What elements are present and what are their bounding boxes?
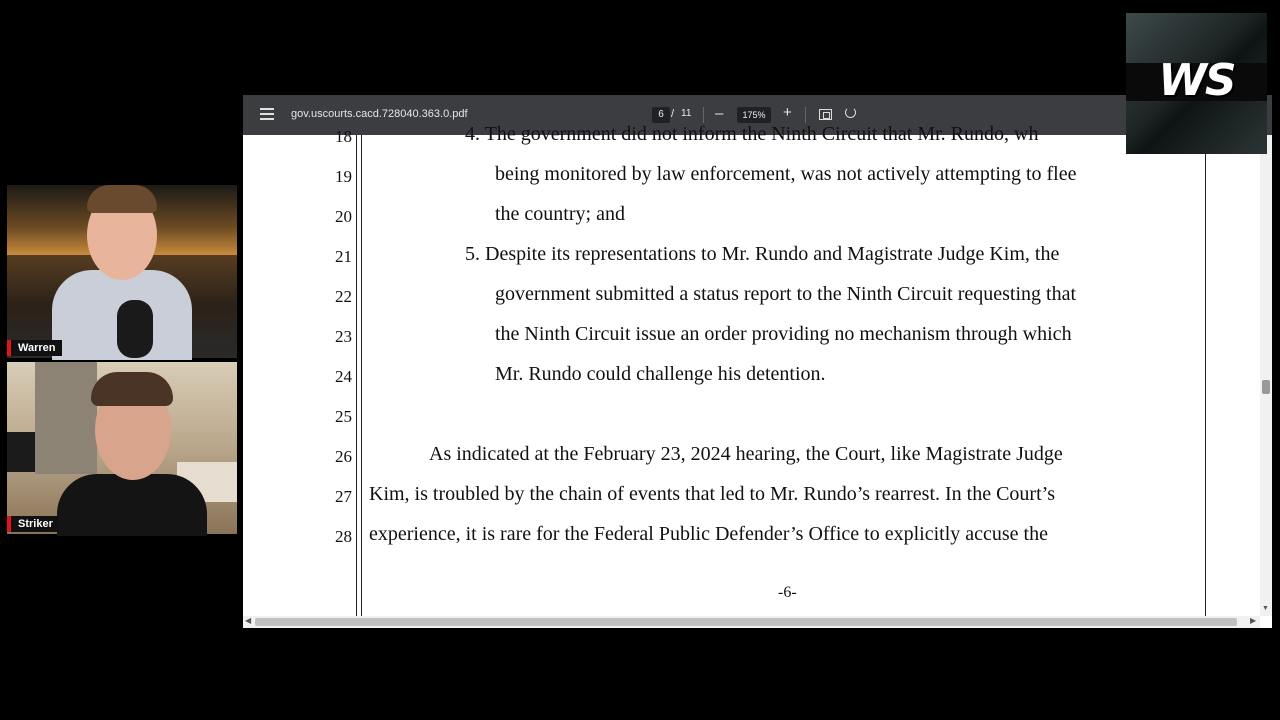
document-title: gov.uscourts.cacd.728040.363.0.pdf: [291, 108, 468, 120]
menu-icon[interactable]: [260, 108, 274, 122]
horizontal-scroll-thumb[interactable]: [255, 618, 1237, 626]
total-pages: 11: [681, 108, 692, 119]
name-tag-striker: Striker: [7, 516, 59, 532]
page-separator: /: [671, 108, 675, 120]
person-torso: [57, 474, 207, 536]
document-line: being monitored by law enforcement, was not actively attempting to flee: [495, 163, 1077, 185]
name-tag-warren: Warren: [7, 340, 62, 356]
logo-text: WS: [1158, 55, 1235, 106]
vertical-scrollbar[interactable]: [1260, 135, 1272, 616]
pdf-viewer: [243, 95, 1272, 628]
zoom-in-button[interactable]: +: [783, 104, 792, 121]
line-number: 28: [335, 527, 352, 546]
line-number: 24: [335, 367, 352, 386]
fit-page-icon[interactable]: [819, 109, 832, 120]
document-line: government submitted a status report to the Ninth Circuit requesting that: [495, 283, 1076, 305]
document-line: 4. The government did not inform the Ninth Circuit that Mr. Rundo, wh: [465, 123, 1039, 145]
document-line: the Ninth Circuit issue an order providing no mechanism through which: [495, 323, 1072, 345]
channel-logo: [1126, 13, 1267, 154]
document-line: Kim, is troubled by the chain of events that led to Mr. Rundo’s rearrest. In the Court’s: [369, 483, 1055, 505]
webcam-warren: [7, 185, 237, 358]
line-number: 27: [335, 487, 352, 506]
rotate-icon[interactable]: [845, 107, 856, 118]
document-line: 5. Despite its representations to Mr. Rundo and Magistrate Judge Kim, the: [465, 243, 1060, 265]
document-line: Mr. Rundo could challenge his detention.: [495, 363, 826, 385]
line-number: 22: [335, 287, 352, 306]
document-line: As indicated at the February 23, 2024 hearing, the Court, like Magistrate Judge: [429, 443, 1063, 465]
line-number: 18: [335, 127, 352, 146]
scroll-down-arrow-icon[interactable]: ▼: [1262, 605, 1269, 612]
line-number: 26: [335, 447, 352, 466]
zoom-level-input[interactable]: 175%: [737, 107, 771, 123]
line-number: 20: [335, 207, 352, 226]
vertical-scroll-thumb[interactable]: [1262, 380, 1270, 394]
line-number: 21: [335, 247, 352, 266]
margin-rule: [1205, 135, 1206, 620]
scroll-left-arrow-icon[interactable]: ◀: [245, 616, 252, 625]
line-number: 23: [335, 327, 352, 346]
microphone: [117, 300, 153, 358]
document-line: experience, it is rare for the Federal Public Defender’s Office to explicitly accuse the: [369, 523, 1048, 545]
document-page: [249, 123, 1264, 620]
line-number: 25: [335, 407, 352, 426]
page-footer: -6-: [778, 584, 797, 601]
person-hair: [91, 372, 173, 406]
margin-rule: [361, 135, 362, 620]
toolbar-divider: [703, 107, 704, 123]
scroll-right-arrow-icon[interactable]: ▶: [1250, 616, 1257, 625]
background-piano: [7, 432, 35, 472]
line-number: 19: [335, 167, 352, 186]
toolbar-divider: [805, 107, 806, 123]
webcam-striker: [7, 362, 237, 534]
person-hair: [87, 185, 157, 213]
background-fireplace: [35, 362, 97, 474]
page-number-input[interactable]: 6: [652, 107, 670, 123]
zoom-out-button[interactable]: –: [715, 105, 724, 122]
margin-rule: [356, 135, 357, 620]
document-line: the country; and: [495, 203, 625, 225]
horizontal-scrollbar[interactable]: [243, 616, 1260, 628]
